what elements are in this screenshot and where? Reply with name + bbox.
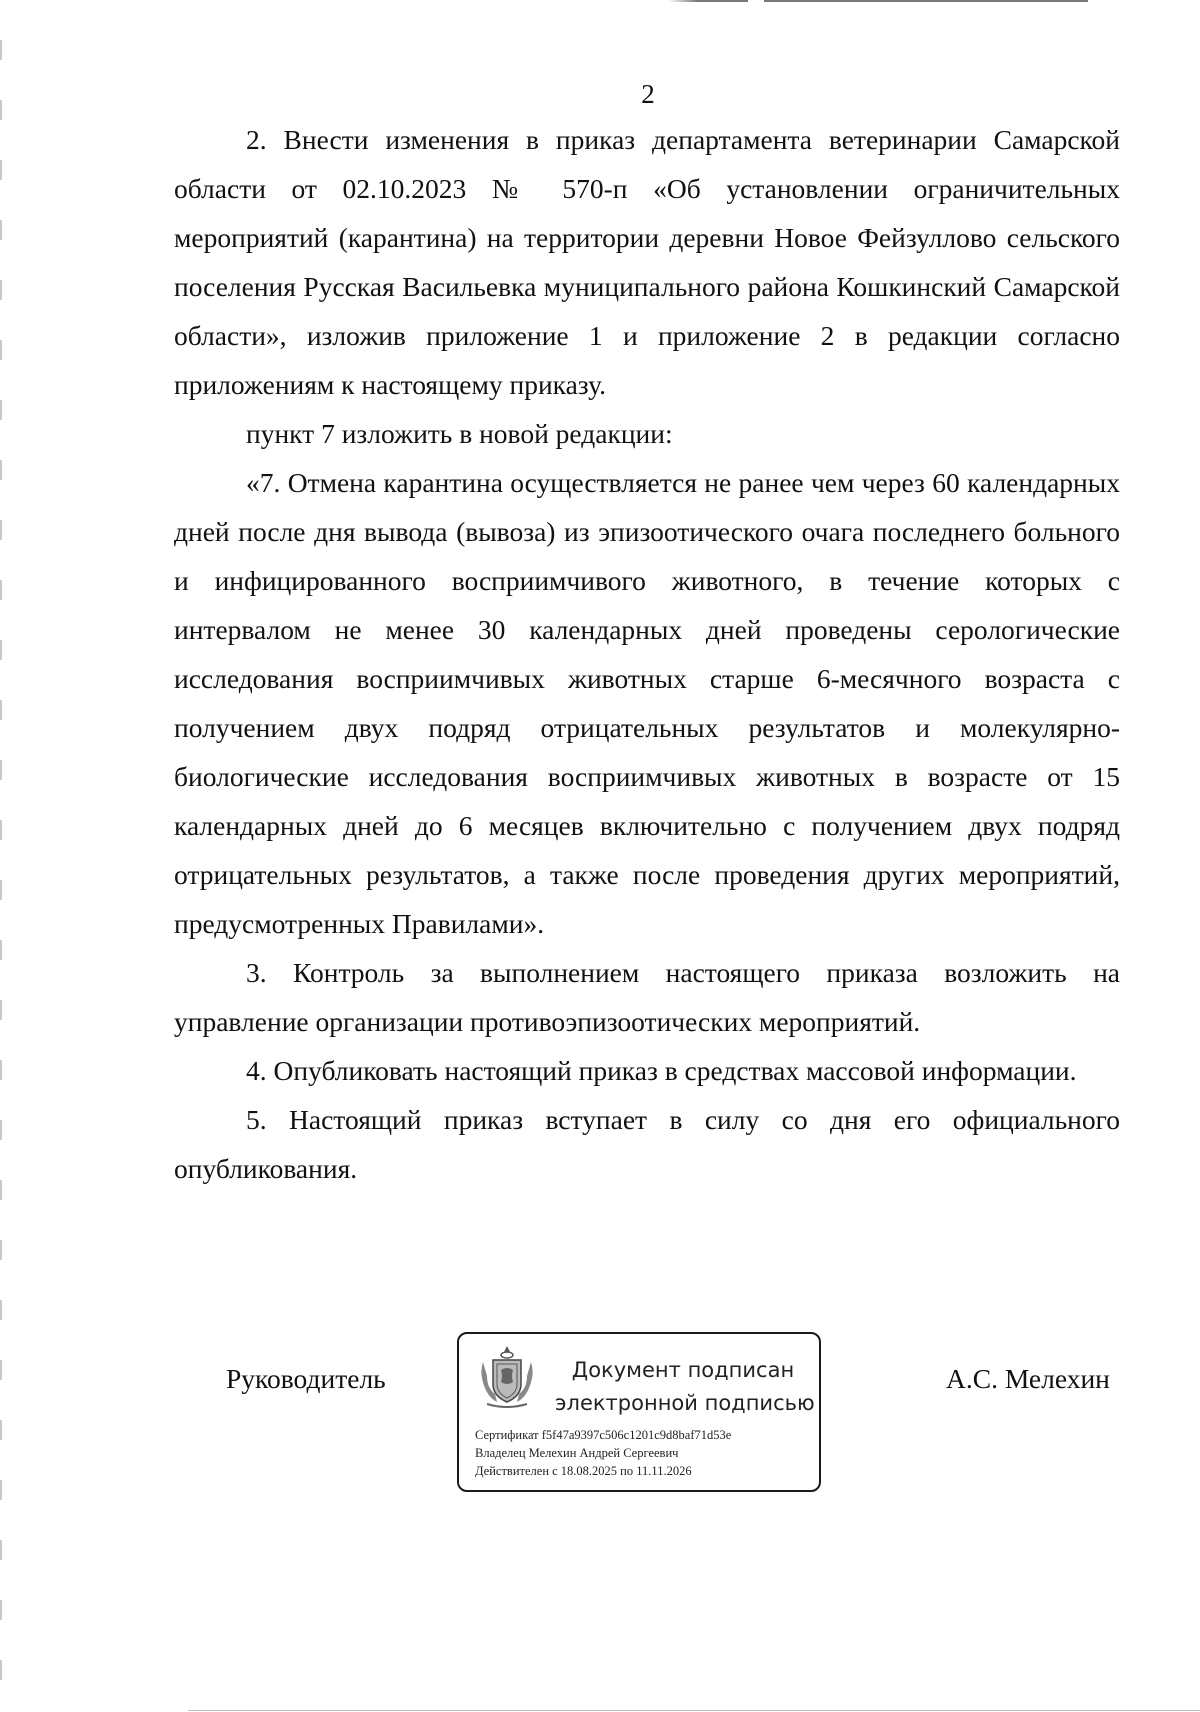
order-body (174, 115, 1120, 1193)
certificate-number: Сертификат f5f47a9397c506c1201c9d8baf71d53e (475, 1428, 732, 1442)
coat-of-arms-icon (477, 1344, 537, 1410)
signature-heading-line2: электронной подписью (555, 1391, 815, 1415)
certificate-owner: Владелец Мелехин Андрей Сергеевич (475, 1446, 679, 1460)
signature-heading (555, 1354, 815, 1420)
scan-bottom-rule (188, 1710, 1200, 1711)
electronic-signature-stamp (457, 1332, 821, 1492)
signatory-position: Руководитель (226, 1363, 386, 1394)
paragraph-amend-order: 2. Внести изменения в приказ департамента ветеринарии Самарской области от 02.10.2023 № 570-п «Об установлении ограничительных мероприятий (карантина) на территории деревни Новое Фейзуллово сельского поселения Русская Васильевка муниципального района Кошкинский Самарской области», изложив приложение 1 и приложение 2 в редакции согласно приложениям к настоящему приказу. (174, 124, 1120, 400)
scan-top-rule (668, 0, 1088, 2)
page-number: 2 (641, 79, 655, 109)
signature-block (0, 1330, 1200, 1500)
paragraph-publish: 4. Опубликовать настоящий приказ в средствах массовой информации. (246, 1055, 1077, 1086)
paragraph-item7-text: «7. Отмена карантина осуществляется не ранее чем через 60 календарных дней после дня вывода (вывоза) из эпизоотического очага последнего больного и инфицированного восприимчивого животного, в течение которых с интервалом не менее 30 календарных дней проведены серологические исследования восприимчивых животных старше 6-месячного возраста с получением двух подряд отрицательных результатов и молекулярно-биологические исследования восприимчивых животных в возрасте от 15 календарных дней до 6 месяцев включительно с получением двух подряд отрицательных результатов, а также после проведения других мероприятий, предусмотренных Правилами». (174, 467, 1120, 939)
certificate-validity: Действителен с 18.08.2025 по 11.11.2026 (475, 1464, 692, 1478)
signature-details (475, 1426, 731, 1480)
paragraph-effective: 5. Настоящий приказ вступает в силу со дня его официального опубликования. (174, 1104, 1120, 1184)
signature-heading-line1: Документ подписан (571, 1358, 795, 1382)
paragraph-item7-intro: пункт 7 изложить в новой редакции: (246, 418, 673, 449)
signatory-name: А.С. Мелехин (946, 1363, 1110, 1394)
paragraph-control: 3. Контроль за выполнением настоящего приказа возложить на управление организации противоэпизоотических мероприятий. (174, 957, 1120, 1037)
